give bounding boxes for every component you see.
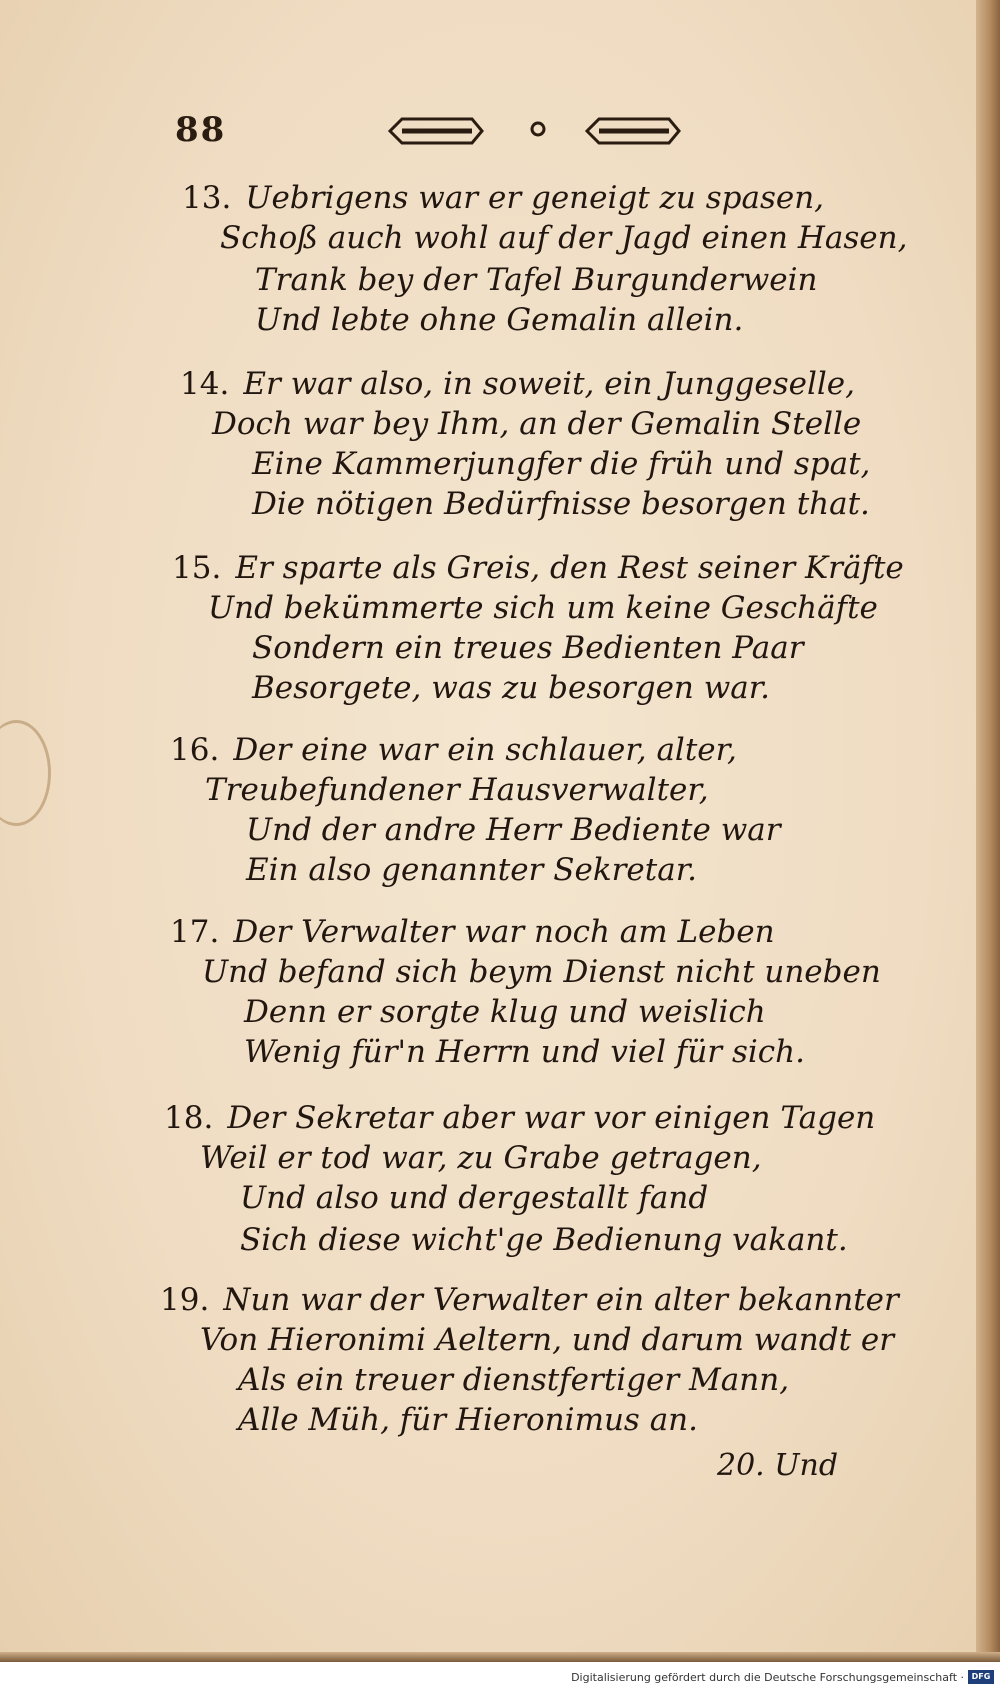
- catchword: 20. Und: [717, 1448, 839, 1483]
- page-number: 88: [175, 110, 227, 150]
- verse-line: [170, 914, 775, 950]
- verse-line: Wenig für'n Herrn und viel für sich.: [244, 1034, 805, 1070]
- verse-line: Ein also genannter Sekretar.: [246, 852, 697, 888]
- verse-line: Als ein treuer dienstfertiger Mann,: [238, 1362, 790, 1398]
- verse-line: Die nötigen Bedürfnisse besorgen that.: [252, 486, 870, 522]
- verse-text: Der Verwalter war noch am Leben: [233, 914, 775, 950]
- footer: [0, 1668, 1000, 1689]
- ornament-center-icon: [528, 118, 548, 140]
- verse-line: Sondern ein treues Bedienten Paar: [252, 630, 804, 666]
- stanza-number: 16.: [170, 732, 220, 768]
- verse-line: [170, 732, 737, 768]
- verse-line: [172, 550, 904, 586]
- verse-line: [180, 366, 855, 402]
- verse-line: Von Hieronimi Aeltern, und darum wandt er: [200, 1322, 895, 1358]
- verse-line: Alle Müh, für Hieronimus an.: [238, 1402, 698, 1438]
- verse-line: [160, 1282, 899, 1318]
- verse-line: Treubefundener Hausverwalter,: [205, 772, 709, 808]
- verse-text: Der eine war ein schlauer, alter,: [233, 732, 737, 768]
- verse-text: Uebrigens war er geneigt zu spasen,: [245, 180, 825, 216]
- verse-line: Und bekümmerte sich um keine Geschäfte: [208, 590, 878, 626]
- verse-line: [164, 1100, 875, 1136]
- ornament-right-icon: [585, 116, 681, 146]
- verse-line: Eine Kammerjungfer die früh und spat,: [252, 446, 871, 482]
- verse-line: Und lebte ohne Gemalin allein.: [255, 302, 744, 338]
- page-header: [0, 110, 1000, 160]
- verse-line: Denn er sorgte klug und weislich: [244, 994, 766, 1030]
- verse-text: Nun war der Verwalter ein alter bekannter: [223, 1282, 899, 1318]
- page-edge: [976, 0, 1000, 1662]
- verse-text: Er sparte als Greis, den Rest seiner Kräfte: [235, 550, 904, 586]
- verse-line: Und befand sich beym Dienst nicht uneben: [202, 954, 881, 990]
- digitization-credit: Digitalisierung gefördert durch die Deutsche Forschungsgemeinschaft ·: [571, 1671, 964, 1684]
- verse-text: Er war also, in soweit, ein Junggeselle,: [243, 366, 856, 402]
- stanza-number: 17.: [170, 914, 220, 950]
- verse-line: Und der andre Herr Bediente war: [246, 812, 781, 848]
- stanza-number: 15.: [172, 550, 222, 586]
- verse-line: Sich diese wicht'ge Bedienung vakant.: [240, 1222, 848, 1258]
- verse-text: Der Sekretar aber war vor einigen Tagen: [227, 1100, 876, 1136]
- verse-line: Doch war bey Ihm, an der Gemalin Stelle: [212, 406, 862, 442]
- stanza-number: 18.: [164, 1100, 214, 1136]
- verse-line: Schoß auch wohl auf der Jagd einen Hasen,: [220, 220, 908, 256]
- verse-line: Besorgete, was zu besorgen war.: [252, 670, 771, 706]
- stanza-number: 14.: [180, 366, 230, 402]
- page-bottom-edge: [0, 1652, 1000, 1662]
- ornament-left-icon: [388, 116, 484, 146]
- stanza-number: 13.: [182, 180, 232, 216]
- verse-line: [182, 180, 824, 216]
- verse-line: Weil er tod war, zu Grabe getragen,: [200, 1140, 762, 1176]
- clasp-mark: [0, 720, 51, 826]
- verse-line: Trank bey der Tafel Burgunderwein: [255, 262, 818, 298]
- verse-line: Und also und dergestallt fand: [240, 1180, 709, 1216]
- dfg-logo-icon: DFG: [968, 1670, 994, 1684]
- stanza-number: 19.: [160, 1282, 210, 1318]
